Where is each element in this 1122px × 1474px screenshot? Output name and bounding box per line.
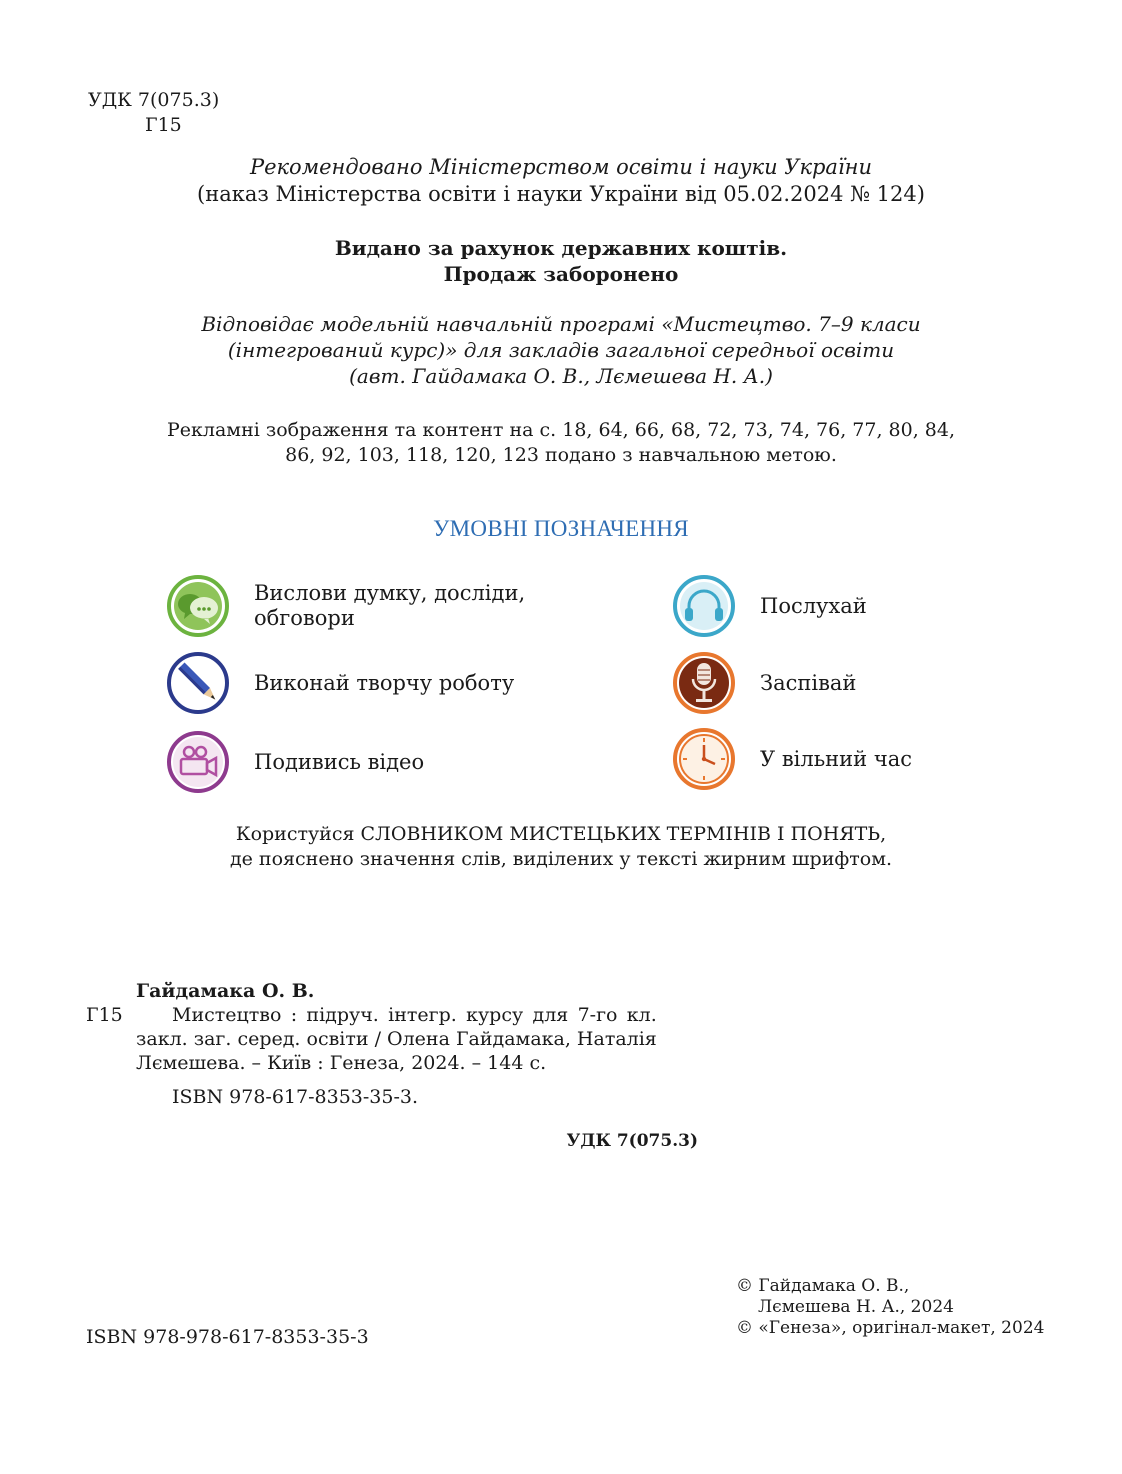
copyright-block bbox=[736, 1276, 1044, 1339]
legend-label bbox=[254, 671, 514, 696]
udk-block bbox=[88, 88, 219, 138]
legend-label bbox=[760, 671, 856, 696]
udk-code: УДК 7(075.3) bbox=[88, 89, 220, 111]
legend-label bbox=[760, 747, 912, 772]
legend-item-discuss bbox=[166, 574, 525, 638]
catalog-line-3: Лємешева. – Київ : Генеза, 2024. – 144 с. bbox=[136, 1052, 547, 1074]
legend-label-line: Виконай творчу роботу bbox=[254, 670, 515, 695]
catalog-row bbox=[86, 1003, 698, 1051]
dictionary-line-2: де пояснено значення слів, виділених у тексті жирним шрифтом. bbox=[229, 848, 893, 870]
legend-item-free-time bbox=[672, 727, 912, 791]
catalog-udk: УДК 7(075.3) bbox=[566, 1131, 698, 1151]
catalog-isbn: ISBN 978-617-8353-35-3. bbox=[172, 1086, 419, 1108]
sale-prohibited-line: Продаж заборонено bbox=[443, 262, 679, 286]
ads-line-2: 86, 92, 103, 118, 120, 123 подано з навчальною метою. bbox=[285, 444, 837, 466]
isbn: ISBN 978-978-617-8353-35-3 bbox=[86, 1326, 369, 1348]
microphone-icon bbox=[672, 651, 736, 715]
catalog-author: Гайдамака О. В. bbox=[136, 980, 315, 1002]
ministry-recommendation bbox=[0, 154, 1122, 208]
ads-notice bbox=[0, 418, 1122, 468]
legend-item-video bbox=[166, 730, 424, 794]
legend-label-line: У вільний час bbox=[760, 746, 912, 771]
legend-label bbox=[254, 581, 525, 631]
catalog-line-1: Мистецтво : підруч. інтегр. курсу для 7-го кл. bbox=[172, 1004, 657, 1026]
copyright-line-1: © Гайдамака О. В., bbox=[736, 1276, 910, 1296]
catalog-body bbox=[136, 1003, 657, 1051]
legend-label-line: Послухай bbox=[760, 593, 867, 618]
legend-item-sing bbox=[672, 651, 856, 715]
ads-line-1: Рекламні зображення та контент на с. 18, 64, 66, 68, 72, 73, 74, 76, 77, 80, 84, bbox=[166, 419, 956, 441]
legend-item-listen bbox=[672, 574, 867, 638]
copyright-line-3: © «Генеза», оригінал-макет, 2024 bbox=[736, 1318, 1045, 1338]
catalog-code: Г15 bbox=[86, 1004, 123, 1026]
funding-line: Видано за рахунок державних коштів. bbox=[334, 236, 788, 260]
legend-label bbox=[760, 594, 867, 619]
legend-label-line: Вислови думку, досліди, bbox=[254, 581, 526, 605]
pencil-icon bbox=[166, 651, 230, 715]
legend-title: УМОВНІ ПОЗНАЧЕННЯ bbox=[433, 516, 689, 541]
headphones-icon bbox=[672, 574, 736, 638]
dictionary-line-1: Користуйся СЛОВНИКОМ МИСТЕЦЬКИХ ТЕРМІНІВ І ПОНЯТЬ, bbox=[235, 823, 887, 845]
dictionary-note bbox=[0, 822, 1122, 872]
legend-label bbox=[254, 750, 424, 775]
legend-item-create bbox=[166, 651, 514, 715]
author-index: Г15 bbox=[145, 114, 182, 136]
catalog-line-2: закл. заг. серед. освіти / Олена Гайдамака, Наталія bbox=[136, 1028, 657, 1050]
funding-notice bbox=[0, 235, 1122, 287]
copyright-line-2: Лємешева Н. А., 2024 bbox=[758, 1297, 954, 1317]
program-compliance bbox=[0, 311, 1122, 389]
speech-bubbles-icon bbox=[166, 574, 230, 638]
catalog-card bbox=[86, 979, 698, 1153]
clock-icon bbox=[672, 727, 736, 791]
program-line-1: Відповідає модельній навчальній програмі «Мистецтво. 7–9 класи bbox=[201, 312, 921, 336]
program-line-3: (авт. Гайдамака О. В., Лємешева Н. А.) bbox=[349, 364, 773, 388]
recommendation-line: Рекомендовано Міністерством освіти і науки України bbox=[249, 155, 873, 179]
program-line-2: (інтегрований курс)» для закладів загальної середньої освіти bbox=[227, 338, 895, 362]
video-camera-icon bbox=[166, 730, 230, 794]
legend-label-line: обговори bbox=[254, 606, 355, 630]
legend-label-line: Заспівай bbox=[760, 670, 857, 695]
order-line: (наказ Міністерства освіти і науки України від 05.02.2024 № 124) bbox=[197, 182, 925, 206]
legend-label-line: Подивись відео bbox=[254, 749, 425, 774]
